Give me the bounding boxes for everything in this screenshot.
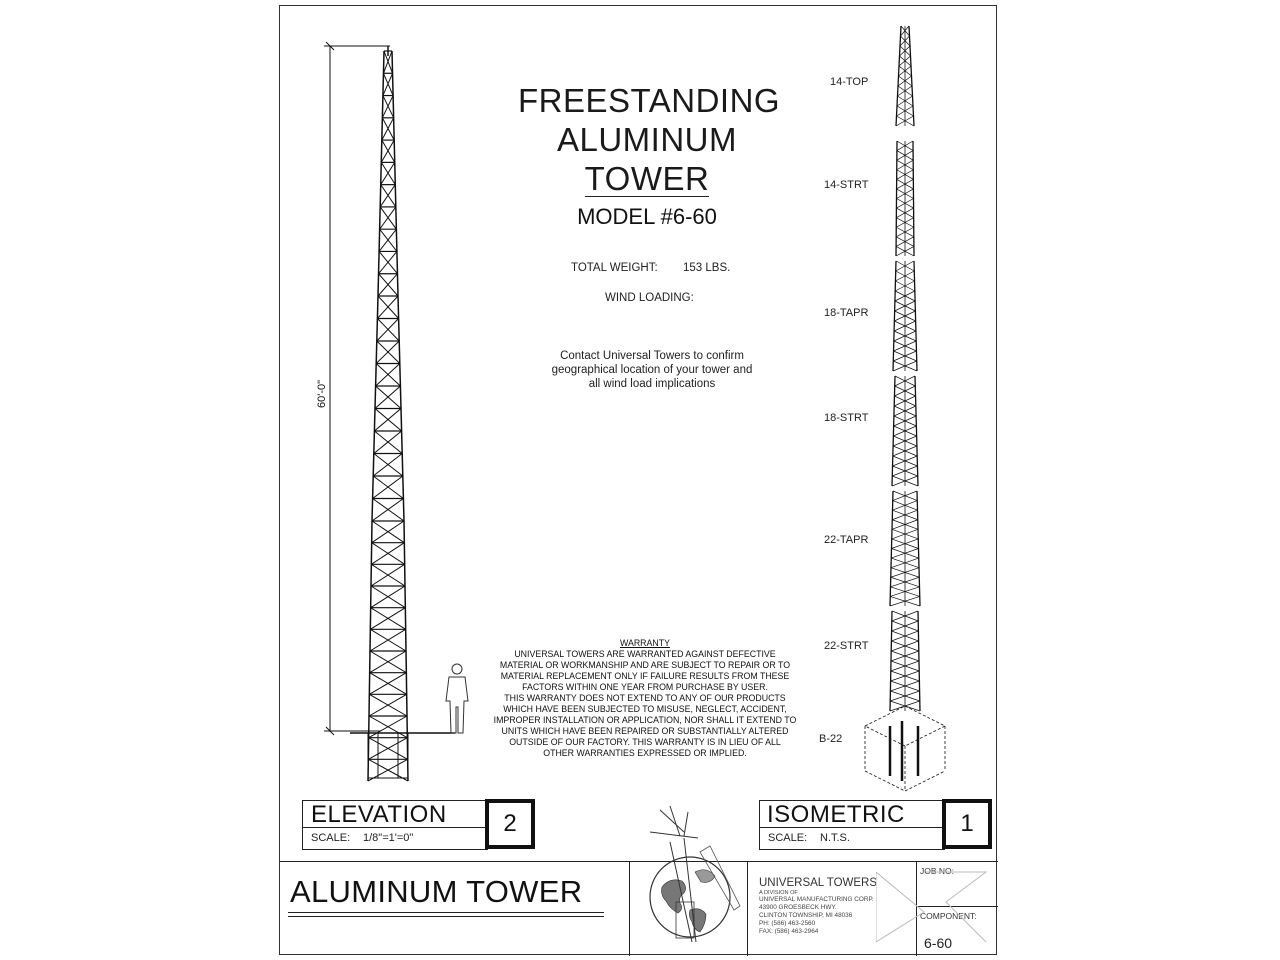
isometric-scale-label: SCALE: [768, 832, 808, 844]
company-line: UNIVERSAL MANUFACTURING CORP. [759, 896, 874, 903]
title-line-2: ALUMINUM [556, 121, 737, 158]
warranty-heading: WARRANTY [619, 638, 670, 648]
contact-note [528, 349, 776, 391]
warranty-line: UNITS WHICH HAVE BEEN REPAIRED OR SUBSTANTIALLY ALTERED [501, 726, 789, 736]
warranty-line: THIS WARRANTY DOES NOT EXTEND TO ANY OF OUR PRODUCTS [504, 693, 786, 703]
warranty-line: IMPROPER INSTALLATION OR APPLICATION, NOR SHALL IT EXTEND TO [493, 715, 797, 725]
warranty-block [478, 638, 812, 759]
warranty-line: FACTORS WITHIN ONE YEAR FROM PURCHASE BY USER. [522, 682, 768, 692]
isometric-drawing [850, 21, 950, 796]
segment-label-14-top: 14-TOP [830, 76, 869, 88]
company-line: A DIVISION OF [759, 890, 798, 896]
warranty-line: WHICH HAVE BEEN SUBJECTED TO MISUSE, NEGLECT, ACCIDENT, [503, 704, 787, 714]
segment-label-18-strt: 18-STRT [824, 412, 869, 424]
drawing-name: ALUMINUM TOWER [290, 874, 583, 909]
model-number: MODEL #6-60 [577, 204, 717, 229]
company-name: UNIVERSAL TOWERS [759, 877, 878, 889]
company-line: PH: (586) 463-2560 [759, 920, 816, 927]
segment-label-b-22: B-22 [819, 733, 843, 745]
company-line: 43900 GROESBECK HWY. [759, 904, 837, 911]
company-line: CLINTON TOWNSHIP, MI 48036 [759, 912, 853, 919]
warranty-line: OUTSIDE OF OUR FACTORY. THIS WARRANTY IS IN LIEU OF ALL [509, 737, 781, 747]
isometric-view-number: 1 [942, 799, 992, 849]
title-line-3: TOWER [584, 160, 710, 197]
warranty-line: OTHER WARRANTIES EXPRESSED OR IMPLIED. [543, 748, 747, 758]
title-line-1: FREESTANDING [518, 82, 781, 119]
elevation-scale-label: SCALE: [311, 832, 351, 844]
title-block-watermark [876, 842, 996, 954]
drawing-sheet [279, 5, 997, 955]
elevation-title: ELEVATION [311, 801, 447, 828]
company-line: FAX: (586) 463-2964 [759, 928, 819, 935]
job-number-label: JOB NO: [920, 866, 955, 876]
contact-line: Contact Universal Towers to confirm [560, 350, 744, 362]
segment-label-22-strt: 22-STRT [824, 640, 869, 652]
segment-label-22-tapr: 22-TAPR [824, 534, 869, 546]
footer-divider-left [629, 861, 630, 956]
isometric-scale-value: N.T.S. [820, 832, 850, 844]
elevation-scale-value: 1/8"=1'=0" [363, 832, 414, 844]
person-silhouette [440, 661, 474, 736]
segment-label-14-strt: 14-STRT [824, 179, 869, 191]
drawing-title-block [518, 81, 781, 230]
elevation-view-number: 2 [485, 799, 535, 849]
warranty-line: MATERIAL OR WORKMANSHIP AND ARE SUBJECT TO REPAIR OR TO [499, 660, 791, 670]
elevation-dimension-label: 60'-0" [316, 379, 329, 409]
total-weight-label: TOTAL WEIGHT: [571, 262, 658, 274]
total-weight-value: 153 LBS. [683, 262, 731, 274]
segment-label-18-tapr: 18-TAPR [824, 307, 869, 319]
wind-loading-label: WIND LOADING: [605, 292, 694, 304]
component-label: COMPONENT: [920, 911, 977, 921]
warranty-line: MATERIAL REPLACEMENT ONLY IF FAILURE RESULTS FROM THESE [500, 671, 790, 681]
contact-line: all wind load implications [588, 378, 716, 390]
component-value: 6-60 [924, 935, 953, 951]
warranty-line: UNIVERSAL TOWERS ARE WARRANTED AGAINST DEFECTIVE [514, 649, 776, 659]
isometric-title: ISOMETRIC [767, 801, 905, 828]
company-logo-globe [640, 802, 750, 952]
contact-line: geographical location of your tower and [551, 364, 753, 376]
